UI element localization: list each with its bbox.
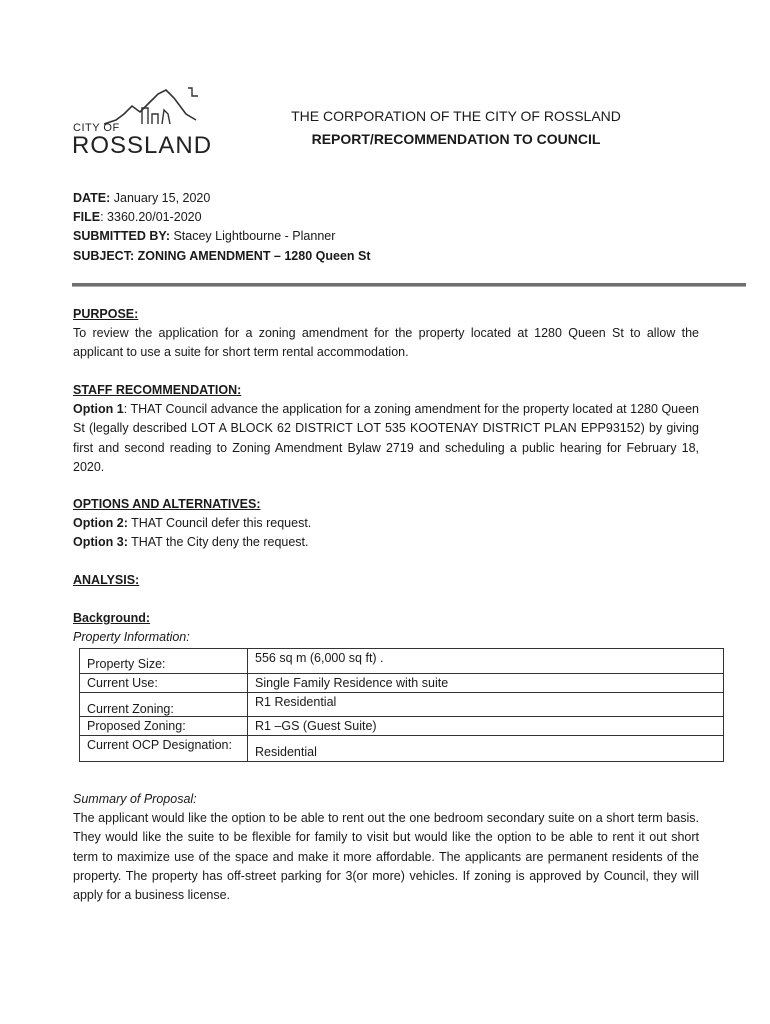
header-divider bbox=[72, 283, 746, 287]
table-cell-value: R1 –GS (Guest Suite) bbox=[248, 717, 724, 736]
subject-line: SUBJECT: ZONING AMENDMENT – 1280 Queen St bbox=[73, 248, 371, 263]
property-info-table bbox=[79, 648, 724, 762]
table-row bbox=[80, 693, 724, 717]
background-section bbox=[73, 609, 699, 647]
purpose-heading: PURPOSE: bbox=[73, 307, 139, 321]
table-cell-value: Residential bbox=[248, 736, 724, 762]
property-info-heading: Property Information: bbox=[73, 630, 190, 645]
logo-rossland: ROSSLAND bbox=[72, 132, 213, 159]
date-value: January 15, 2020 bbox=[110, 191, 211, 205]
options-heading: OPTIONS AND ALTERNATIVES: bbox=[73, 497, 261, 511]
recommendation-section bbox=[73, 381, 699, 477]
background-heading: Background: bbox=[73, 611, 151, 625]
table-cell-value: Single Family Residence with suite bbox=[248, 674, 724, 693]
option3-label: Option 3: bbox=[73, 535, 128, 550]
summary-text: The applicant would like the option to be able to rent out the one bedroom secondary suite on a short term basis. They would like the suite to be flexible for family to visit but would like the option to be able to rent it out short term to maximize use of the space and make it more affordable. The applicants are permanent residents of the property. The property has off-street parking for 3(or more) vehicles. If zoning is approved by Council, they will apply for a business license. bbox=[73, 811, 699, 903]
recommendation-heading: STAFF RECOMMENDATION: bbox=[73, 383, 242, 397]
table-row bbox=[80, 717, 724, 736]
file-value: : 3360.20/01-2020 bbox=[100, 210, 202, 225]
option3-text: THAT the City deny the request. bbox=[127, 535, 309, 550]
table-cell-value: R1 Residential bbox=[248, 693, 724, 717]
analysis-section bbox=[73, 571, 699, 590]
table-cell-label: Property Size: bbox=[80, 649, 248, 674]
table-cell-label: Proposed Zoning: bbox=[80, 717, 248, 736]
submitted-value: Stacey Lightbourne - Planner bbox=[170, 229, 336, 244]
table-cell-label: Current OCP Designation: bbox=[80, 736, 248, 762]
table-cell-label: Current Zoning: bbox=[80, 693, 248, 717]
summary-heading: Summary of Proposal: bbox=[73, 792, 197, 806]
options-section bbox=[73, 495, 699, 553]
document-subtitle: REPORT/RECOMMENDATION TO COUNCIL bbox=[311, 131, 601, 147]
purpose-text: To review the application for a zoning amendment for the property located at 1280 Queen St to allow the applicant to use a suite for short term rental accommodation. bbox=[73, 326, 699, 360]
option1-text: : THAT Council advance the application for a zoning amendment for the property located at 1280 Queen St (legally described LOT A BLOCK 62 DISTRICT LOT 535 KOOTENAY DISTRICT PLAN EPP93152) by giving first and second reading to Zoning Amendment Bylaw 2719 and scheduling a public hearing for February 18, 2020. bbox=[73, 402, 699, 474]
document-title: THE CORPORATION OF THE CITY OF ROSSLAND bbox=[291, 108, 621, 124]
table-row bbox=[80, 674, 724, 693]
submitted-label: SUBMITTED BY: bbox=[73, 229, 170, 244]
city-logo bbox=[70, 84, 213, 160]
table-row bbox=[80, 649, 724, 674]
report-metadata bbox=[73, 189, 371, 266]
date-label: DATE: bbox=[73, 191, 111, 205]
table-cell-label: Current Use: bbox=[80, 674, 248, 693]
logo-city-of: CITY OF bbox=[73, 122, 120, 134]
option2-text: THAT Council defer this request. bbox=[127, 516, 312, 531]
analysis-heading: ANALYSIS: bbox=[73, 573, 140, 587]
summary-section bbox=[73, 790, 699, 905]
purpose-section bbox=[73, 305, 699, 363]
option2-label: Option 2: bbox=[73, 516, 128, 531]
file-label: FILE bbox=[73, 210, 101, 225]
table-cell-value: 556 sq m (6,000 sq ft) . bbox=[248, 649, 724, 674]
option1-label: Option 1 bbox=[73, 402, 124, 417]
table-row bbox=[80, 736, 724, 762]
